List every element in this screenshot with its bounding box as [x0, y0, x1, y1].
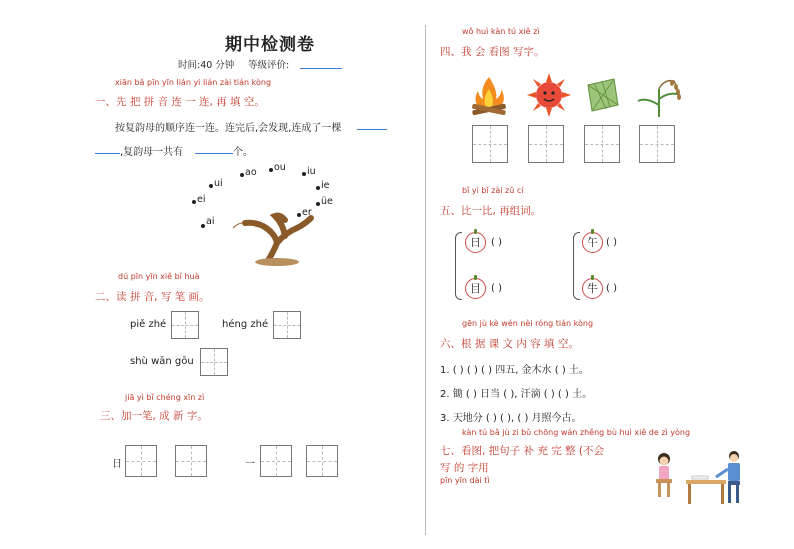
s4-box-3[interactable]: [584, 125, 620, 163]
s3-char-2: 一: [245, 459, 255, 470]
s1-pinyin: xiān bǎ pīn yīn lián yi lián zài tián kòng: [115, 78, 272, 87]
s5-char-2-top: 午: [582, 232, 603, 253]
s6-heading: 六、根 据 课 文 内 容 填 空。: [440, 338, 579, 350]
rice-dumpling-icon: [582, 75, 622, 115]
dot-label-iu: iu: [307, 166, 316, 177]
s5-paren-2-top[interactable]: ( ): [606, 237, 617, 248]
s5-char-2-bottom: 牛: [582, 278, 603, 299]
time-label: 时间:40 分钟: [178, 60, 235, 71]
s3-box-3[interactable]: [260, 445, 292, 477]
dot-ou[interactable]: [269, 168, 273, 172]
rice-plant-icon: [634, 75, 684, 117]
s3-box-4[interactable]: [306, 445, 338, 477]
dot-ui[interactable]: [209, 184, 213, 188]
dot-iu[interactable]: [302, 172, 306, 176]
s1-line1: 按复韵母的顺序连一连。连完后,会发现,连成了一棵: [115, 123, 342, 134]
s2-item-1: piě zhé: [130, 319, 167, 330]
s1-blank-2[interactable]: [95, 143, 120, 154]
s2-box-1[interactable]: [171, 311, 199, 339]
s5-paren-1-top[interactable]: ( ): [491, 237, 502, 248]
sun-icon: [527, 73, 571, 117]
s2-item-2: héng zhé: [222, 319, 269, 330]
s3-box-2[interactable]: [175, 445, 207, 477]
dot-ei[interactable]: [192, 200, 196, 204]
s3-box-1[interactable]: [125, 445, 157, 477]
s2-item-3: shù wān gōu: [130, 356, 194, 367]
s5-char-1-top: 日: [465, 232, 486, 253]
s6-line-2[interactable]: 2. 锄 ( ) 日当 ( ), 汗滴 ( ) ( ) 土。: [440, 389, 593, 400]
s1-blank-1[interactable]: [357, 119, 387, 130]
s5-pinyin: bǐ yi bǐ zài zǔ cí: [462, 186, 524, 195]
s5-char-1-bottom: 目: [465, 278, 486, 299]
s4-pinyin: wǒ huì kàn tú xiě zì: [462, 27, 540, 36]
s2-pinyin: dú pīn yīn xiě bǐ huà: [118, 272, 200, 281]
dot-label-ei: ei: [197, 194, 206, 205]
s7-line-2: 写 的 字用: [440, 462, 489, 474]
s5-paren-1-bottom[interactable]: ( ): [491, 283, 502, 294]
dot-label-ue: üe: [321, 196, 333, 207]
dot-label-ui: ui: [214, 178, 223, 189]
s5-brace-2: [573, 232, 580, 300]
study-scene-illustration: [648, 447, 748, 509]
s3-heading: 三、加一笔, 成 新 字。: [100, 410, 208, 422]
dot-ai[interactable]: [201, 224, 205, 228]
dot-label-er: er: [302, 207, 312, 218]
s5-heading: 五、比一比, 再组词。: [440, 205, 542, 217]
campfire-icon: [468, 73, 510, 117]
dot-label-ie: ie: [321, 180, 330, 191]
s6-line-3[interactable]: 3. 天地分 ( ) ( ), ( ) 月照今古。: [440, 413, 582, 424]
s2-box-2[interactable]: [273, 311, 301, 339]
s1-line2-post: 个。: [233, 147, 253, 158]
s3-char-1: 日: [112, 459, 122, 470]
dot-ue[interactable]: [316, 202, 320, 206]
s3-pinyin: jiā yì bǐ chéng xīn zì: [125, 393, 205, 402]
s4-box-4[interactable]: [639, 125, 675, 163]
grade-label: 等级评价:: [248, 60, 290, 71]
tree-illustration: [225, 198, 335, 268]
s1-blank-3[interactable]: [195, 143, 233, 154]
s1-heading: 一、先 把 拼 音 连 一 连, 再 填 空。: [95, 96, 265, 108]
column-divider: [425, 25, 426, 535]
dot-ie[interactable]: [316, 186, 320, 190]
s7-pinyin: kàn tú bǎ jù zi bǔ chōng wán zhěng bù huì xiě de zì yòng: [462, 428, 691, 437]
s6-pinyin: gēn jù kè wén nèi róng tián kòng: [462, 319, 594, 328]
s6-line-1[interactable]: 1. ( ) ( ) ( ) 四五, 金木水 ( ) 土。: [440, 365, 589, 376]
page-title: 期中检测卷: [225, 35, 315, 55]
dot-er[interactable]: [297, 213, 301, 217]
s4-box-1[interactable]: [472, 125, 508, 163]
s2-heading: 二、读 拼 音, 写 笔 画。: [95, 291, 210, 303]
grade-blank[interactable]: [300, 58, 342, 69]
s7-heading: 七、看图, 把句子 补 充 完 整 (不会: [440, 445, 604, 457]
s5-paren-2-bottom[interactable]: ( ): [606, 283, 617, 294]
dot-label-ao: ao: [245, 167, 257, 178]
s4-heading: 四、我 会 看图 写字。: [440, 46, 545, 58]
dot-label-ou: ou: [274, 162, 286, 173]
s2-box-3[interactable]: [200, 348, 228, 376]
s5-brace-1: [455, 232, 462, 300]
s4-box-2[interactable]: [528, 125, 564, 163]
dot-label-ai: ai: [206, 216, 215, 227]
s1-line2-pre: ,复韵母一共有: [120, 147, 184, 158]
dot-ao[interactable]: [240, 173, 244, 177]
s7-pinyin-2: pīn yīn dài tì: [440, 476, 490, 485]
